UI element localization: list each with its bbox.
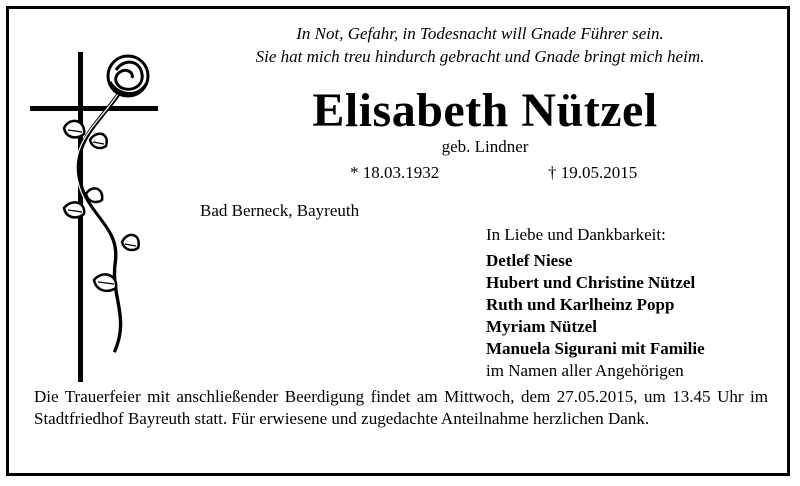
birth-date: * 18.03.1932: [350, 163, 440, 182]
mourners-footer: im Namen aller Angehörigen: [486, 361, 684, 380]
deceased-name: Elisabeth Nützel: [312, 84, 658, 137]
cross-with-rose-icon: [30, 52, 170, 382]
mourner-name: Ruth und Karlheinz Popp: [486, 295, 675, 314]
death-date: † 19.05.2015: [548, 163, 638, 182]
verse: [160, 22, 800, 68]
residence: Bad Berneck, Bayreuth: [200, 201, 360, 220]
mourner-name: Hubert und Christine Nützel: [486, 273, 696, 292]
mourner-name: Myriam Nützel: [486, 317, 597, 336]
mourners-heading: In Liebe und Dankbarkeit:: [486, 225, 666, 244]
verse-line: Sie hat mich treu hindurch gebracht und Gnade bringt mich heim.: [255, 47, 705, 66]
verse-line: In Not, Gefahr, in Todesnacht will Gnade Führer sein.: [296, 24, 664, 43]
mourner-name: Detlef Niese: [486, 251, 573, 270]
birth-name: geb. Lindner: [441, 137, 529, 156]
mourners-block: [486, 224, 705, 382]
service-notice: Die Trauerfeier mit anschließender Beerdigung findet am Mittwoch, dem 27.05.2015, um 13.45 Uhr im Stadtfriedhof Bayreuth statt. Für erwiesene und zugedachte Anteilnahme herzlichen Dank.: [34, 387, 768, 428]
mourner-name: Manuela Sigurani mit Familie: [486, 339, 705, 358]
